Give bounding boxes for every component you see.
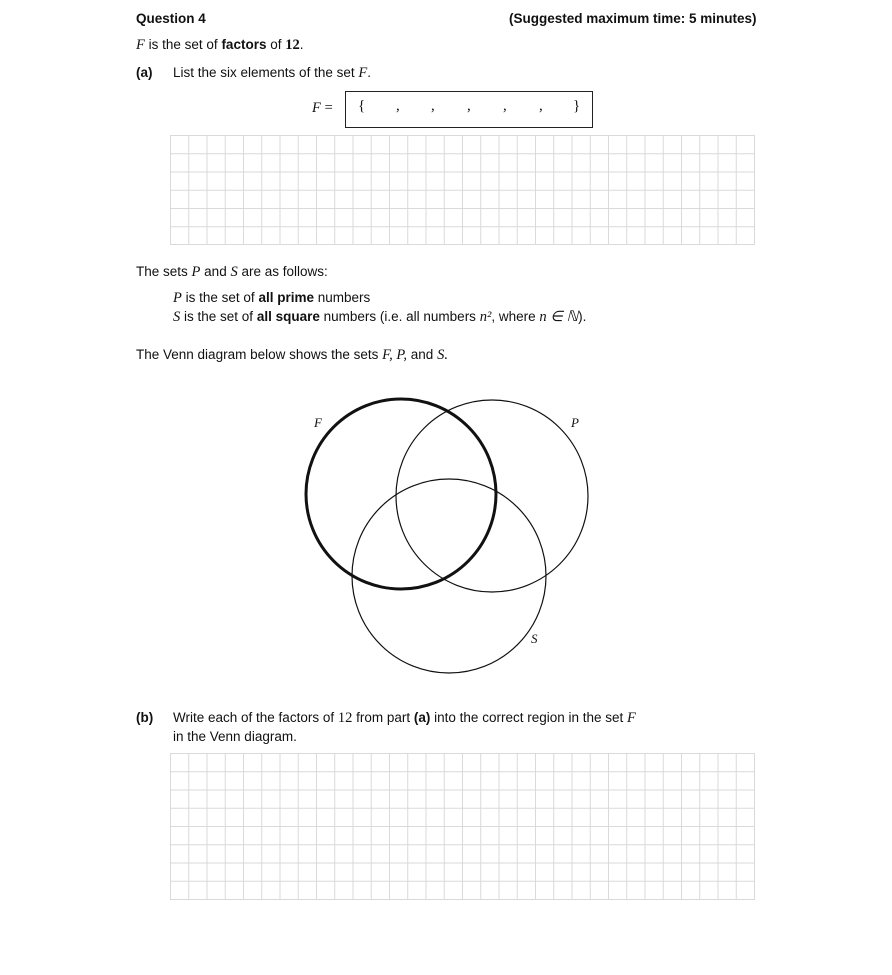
part-b-line2: in the Venn diagram. — [173, 729, 297, 744]
sets-intro-end: are as follows: — [241, 264, 328, 279]
answer-equals: = — [324, 100, 333, 116]
part-b-line1 — [173, 710, 636, 727]
p-def-end: numbers — [317, 290, 371, 305]
intro-set-symbol: F — [136, 37, 145, 53]
label-p: P — [571, 415, 579, 430]
s-def-membership: n ∈ ℕ — [539, 309, 579, 325]
part-b-text-mid: from part — [356, 710, 411, 725]
intro-number: 12 — [285, 37, 300, 53]
sets-intro-p: P — [191, 264, 201, 280]
venn-intro-last: S. — [437, 347, 448, 363]
part-b-text-start: Write each of the factors of — [173, 710, 335, 725]
part-b-number: 12 — [337, 710, 353, 726]
venn-intro-text: The Venn diagram below shows the sets — [136, 347, 379, 362]
s-def-bold: all square — [256, 309, 320, 324]
question-title: Question 4 — [136, 11, 206, 26]
part-b-label: (b) — [136, 710, 154, 725]
comma-2: , — [431, 98, 435, 114]
part-a-instruction-text: List the six elements of the set — [173, 65, 355, 80]
s-def-n-squared: n² — [479, 309, 492, 325]
p-def-text: is the set of — [185, 290, 255, 305]
part-b-set-symbol: F — [627, 710, 636, 726]
close-brace: } — [573, 98, 581, 114]
answer-lhs-symbol: F — [312, 100, 321, 116]
comma-1: , — [396, 98, 400, 114]
s-def-symbol: S — [173, 309, 181, 325]
circle-f[interactable] — [306, 399, 496, 589]
label-f: F — [314, 415, 322, 430]
intro-text-of: of — [270, 37, 282, 52]
part-b-part-ref: (a) — [413, 710, 431, 725]
part-a-label: (a) — [136, 65, 153, 80]
open-brace: { — [358, 98, 366, 114]
comma-5: , — [539, 98, 543, 114]
sets-intro-start: The sets — [136, 264, 188, 279]
s-def-where: , where — [491, 309, 536, 324]
intro-text-is: is the set of — [148, 37, 218, 52]
s-def-end: ). — [578, 309, 587, 324]
sets-intro-s: S — [230, 264, 238, 280]
comma-4: , — [503, 98, 507, 114]
sets-intro-and: and — [204, 264, 227, 279]
venn-intro-sets: F, P, — [382, 347, 408, 363]
part-a-set-symbol: F — [358, 65, 368, 81]
s-def-mid: numbers (i.e. all numbers — [323, 309, 476, 324]
s-def-text: is the set of — [184, 309, 254, 324]
label-s: S — [531, 631, 538, 646]
venn-intro-and: and — [410, 347, 434, 362]
part-a-period: . — [367, 65, 371, 80]
suggested-time: (Suggested maximum time: 5 minutes) — [509, 11, 757, 26]
p-def-symbol: P — [173, 290, 182, 306]
intro-factors-word: factors — [221, 37, 267, 52]
intro-period: . — [299, 37, 304, 52]
p-def-bold: all prime — [258, 290, 314, 305]
part-b-text-end: into the correct region in the set — [434, 710, 624, 725]
working-grid-b[interactable] — [170, 753, 755, 900]
circle-p — [396, 400, 588, 592]
comma-3: , — [467, 98, 471, 114]
